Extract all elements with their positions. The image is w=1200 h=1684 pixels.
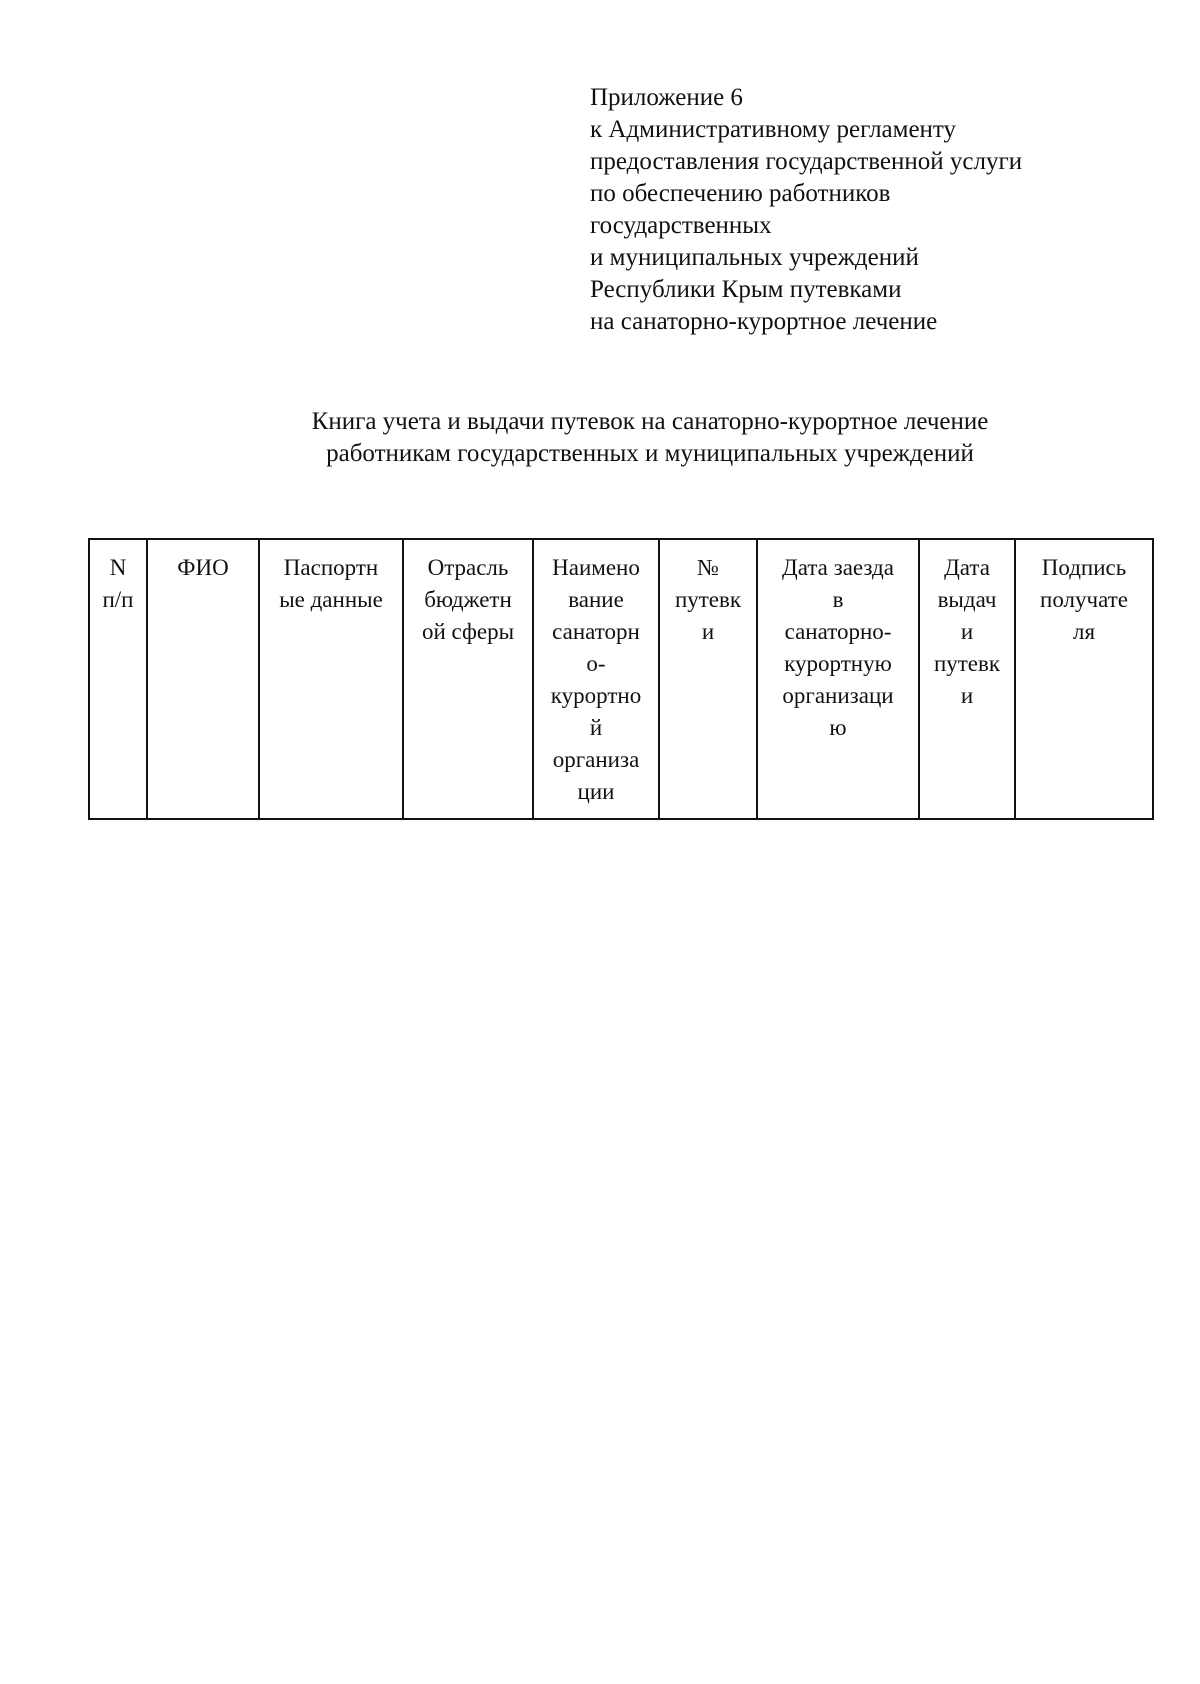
header-cell-voucher-number (659, 539, 757, 819)
header-cell-fio (147, 539, 259, 819)
header-label: ФИО (177, 555, 229, 580)
appendix-line: и муниципальных учреждений (590, 244, 919, 271)
register-table (88, 538, 1154, 820)
appendix-block (590, 82, 1150, 338)
header-cell-number (89, 539, 147, 819)
header-label: Паспортн ые данные (279, 555, 383, 612)
header-cell-sector (403, 539, 533, 819)
header-cell-issue-date (919, 539, 1015, 819)
header-label: Дата заезда в санаторно- курортную организаци ю (782, 555, 894, 740)
header-cell-signature (1015, 539, 1153, 819)
header-label: Подпись получате ля (1040, 555, 1128, 644)
header-label: Дата выдач и путевк и (933, 555, 1001, 708)
header-label: № путевк и (674, 555, 742, 644)
appendix-line: предоставления государственной услуги (590, 148, 1023, 175)
appendix-line: государственных (590, 212, 772, 239)
header-cell-sanatorium (533, 539, 659, 819)
appendix-line: Республики Крым путевками (590, 276, 902, 303)
appendix-line: Приложение 6 (590, 84, 743, 111)
appendix-line: по обеспечению работников (590, 180, 891, 207)
appendix-line: к Административному регламенту (590, 116, 957, 143)
title-line-2: работникам государственных и муниципальных учреждений (326, 440, 974, 467)
header-label: Наимено вание санаторн о- курортно й организа ции (550, 555, 642, 804)
appendix-line: на санаторно-курортное лечение (590, 308, 938, 335)
document-title (0, 406, 1200, 470)
header-cell-passport (259, 539, 403, 819)
table-header-row (89, 539, 1153, 819)
header-cell-arrival-date (757, 539, 919, 819)
header-label: Отрасль бюджетн ой сферы (421, 555, 515, 644)
header-label: N п/п (102, 555, 134, 612)
title-line-1: Книга учета и выдачи путевок на санаторно-курортное лечение (311, 408, 989, 435)
